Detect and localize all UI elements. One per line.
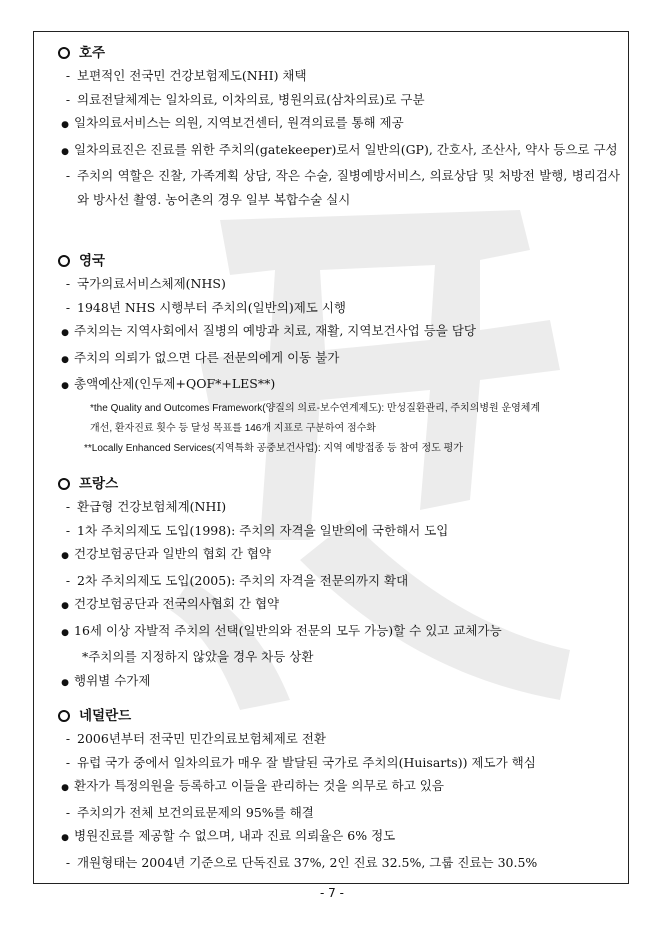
section-title: 호주 [79, 45, 106, 61]
dot-bullet-icon [56, 111, 74, 138]
dash-bullet-icon [59, 519, 77, 543]
list-item: ● 환자가 특정의원을 등록하고 이들을 관리하는 것을 의무로 하고 있음 [50, 774, 620, 801]
list-item: - 2006년부터 전국민 민간의료보험체제로 전환 [50, 727, 620, 751]
list-item: - 환급형 건강보험체계(NHI) [50, 495, 620, 519]
list-item: - 의료전달체계는 일차의료, 이차의료, 병원의료(삼차의료)로 구분 [50, 88, 620, 112]
dash-bullet-icon [59, 272, 77, 296]
dot-bullet-icon [56, 138, 74, 165]
dash-bullet-icon [59, 801, 77, 825]
dot-bullet-icon [56, 619, 74, 646]
list-item: ● 일차의료서비스는 의원, 지역보건센터, 원격의료를 통해 제공 [50, 111, 620, 138]
section-australia [50, 42, 620, 211]
list-item: ● 행위별 수가제 [50, 669, 620, 696]
section-title: 프랑스 [79, 476, 119, 492]
section-uk [50, 250, 620, 459]
section-title: 네덜란드 [79, 708, 132, 724]
dot-bullet-icon [56, 319, 74, 346]
circle-bullet-icon [58, 47, 70, 59]
dash-bullet-icon [59, 495, 77, 519]
list-item: - 2차 주치의제도 도입(2005): 주치의 자격을 전문의까지 확대 [50, 569, 620, 593]
list-item: ● 건강보험공단과 전국의사협회 간 협약 [50, 592, 620, 619]
list-item: ● 16세 이상 자발적 주치의 선택(일반의와 전문의 모두 가능)할 수 있고 교체가능 [50, 619, 620, 646]
list-note: *주치의를 지정하지 않았을 경우 차등 상환 [82, 649, 314, 664]
section-heading [50, 42, 620, 64]
footnote-qof-cont: 개선, 환자진료 횟수 등 달성 목표를 146개 지표로 구분하여 점수화 [90, 422, 376, 434]
list-item: - 국가의료서비스체제(NHS) [50, 272, 620, 296]
section-title: 영국 [79, 253, 106, 269]
footnote-les: **Locally Enhanced Services(지역특화 공중보건사업): 지역 예방접종 등 참여 정도 평가 [84, 442, 463, 454]
dot-bullet-icon [56, 372, 74, 399]
list-item: ● 주치의 의뢰가 없으면 다른 전문의에게 이동 불가 [50, 346, 620, 373]
dash-bullet-icon [59, 88, 77, 112]
dash-bullet-icon [59, 851, 77, 875]
dash-bullet-icon [59, 751, 77, 775]
circle-bullet-icon [58, 478, 70, 490]
section-heading [50, 705, 620, 727]
list-item: - 유럽 국가 중에서 일차의료가 매우 잘 발달된 국가로 주치의(Huisarts)) 제도가 핵심 [50, 751, 620, 775]
dot-bullet-icon [56, 669, 74, 696]
dot-bullet-icon [56, 592, 74, 619]
dot-bullet-icon [56, 346, 74, 373]
list-item: - 보편적인 전국민 건강보험제도(NHI) 채택 [50, 64, 620, 88]
dash-bullet-icon [59, 727, 77, 751]
dash-bullet-icon [59, 64, 77, 88]
section-heading [50, 250, 620, 272]
list-item: - 1차 주치의제도 도입(1998): 주치의 자격을 일반의에 국한해서 도입 [50, 519, 620, 543]
dot-bullet-icon [56, 824, 74, 851]
list-item: - 주치의 역할은 진찰, 가족계획 상담, 작은 수술, 질병예방서비스, 의료상담 및 처방전 발행, 병리검사와 방사선 촬영. 농어촌의 경우 일부 복합수술 실시 [50, 164, 620, 211]
list-item: ● 일차의료진은 진료를 위한 주치의(gatekeeper)로서 일반의(GP), 간호사, 조산사, 약사 등으로 구성 [50, 138, 620, 165]
dash-bullet-icon [59, 296, 77, 320]
list-item: - 주치의가 전체 보건의료문제의 95%를 해결 [50, 801, 620, 825]
list-item: ● 병원진료를 제공할 수 없으며, 내과 진료 의뢰율은 6% 정도 [50, 824, 620, 851]
dot-bullet-icon [56, 774, 74, 801]
section-heading [50, 473, 620, 495]
section-netherlands [50, 705, 620, 874]
dash-bullet-icon [59, 164, 77, 211]
footnote-qof: *the Quality and Outcomes Framework(양질의 의료-보수연계제도): 만성질환관리, 주치의병원 운영체계 [90, 402, 541, 414]
list-item: - 1948년 NHS 시행부터 주치의(일반의)제도 시행 [50, 296, 620, 320]
section-france [50, 473, 620, 695]
circle-bullet-icon [58, 255, 70, 267]
list-item: ● 건강보험공단과 일반의 협회 간 협약 [50, 542, 620, 569]
dot-bullet-icon [56, 542, 74, 569]
list-item: ● 총액예산제(인두제+QOF*+LES**) [50, 372, 620, 399]
dash-bullet-icon [59, 569, 77, 593]
circle-bullet-icon [58, 710, 70, 722]
list-item: - 개원형태는 2004년 기준으로 단독진료 37%, 2인 진료 32.5%, 그룹 진료는 30.5% [50, 851, 620, 875]
list-item: ● 주치의는 지역사회에서 질병의 예방과 치료, 재활, 지역보건사업 등을 담당 [50, 319, 620, 346]
page-number: - 7 - [320, 886, 344, 900]
